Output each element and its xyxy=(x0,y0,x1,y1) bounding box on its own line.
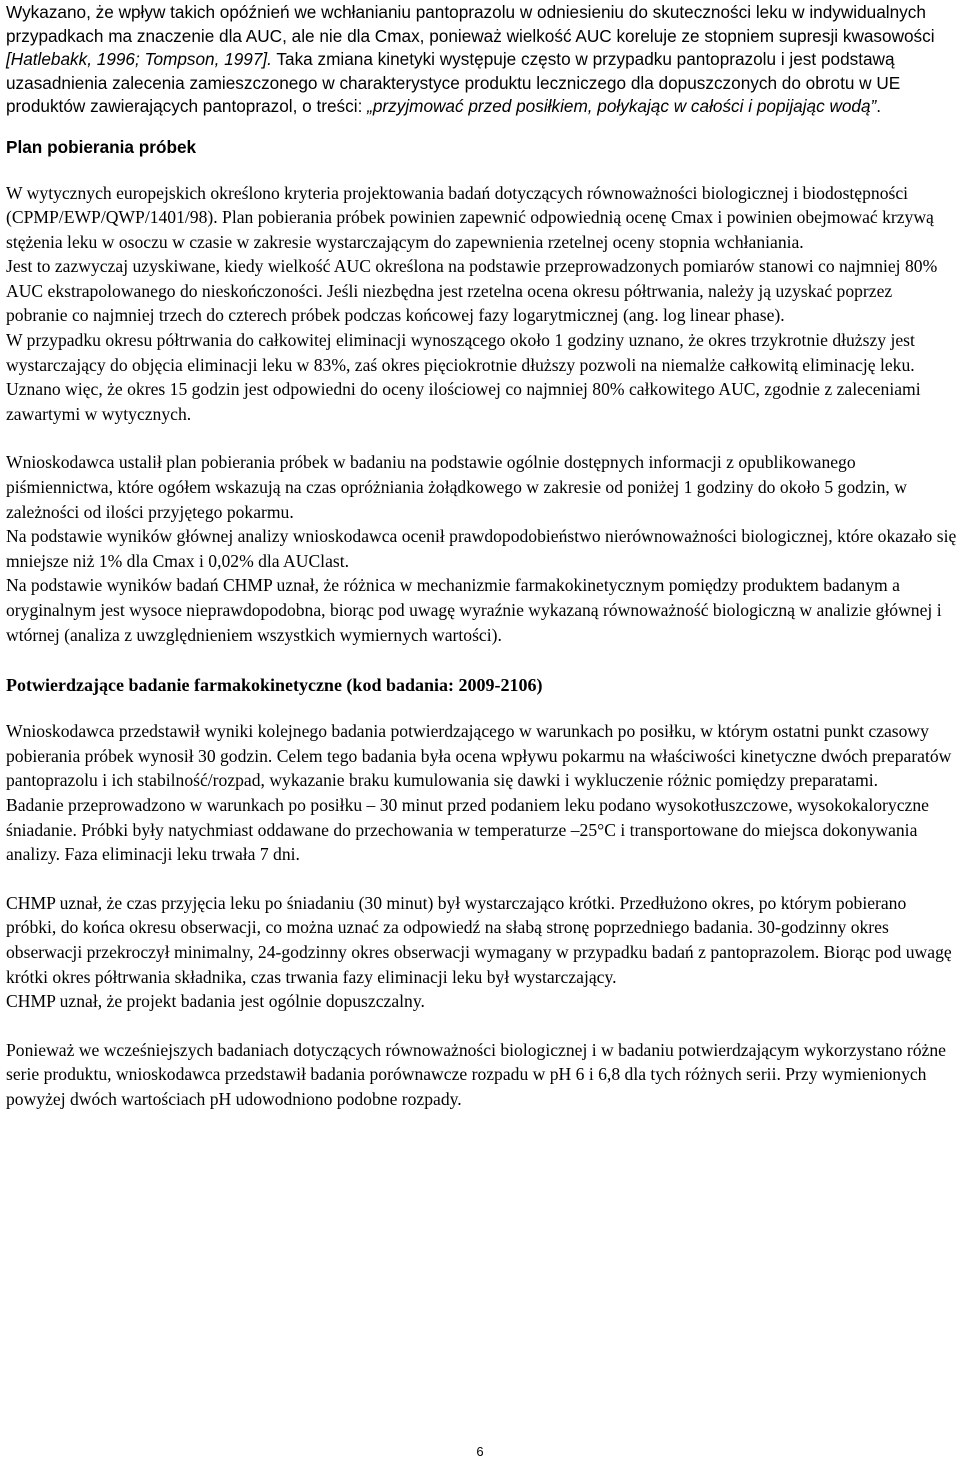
paragraph: CHMP uznał, że czas przyjęcia leku po śniadaniu (30 minut) był wystarczająco krótki. Przedłużono okres, po którym pobierano próbki, do końca okresu obserwacji, co można uznać za odpowiedź na słabą stronę poprzedniego badania. 30-godzinny okres obserwacji przekroczył minimalny, 24-godzinny okres obserwacji wymagany w przypadku badań z pantoprazolem. Biorąc pod uwagę krótki okres półtrwania składnika, czas trwania fazy eliminacji leku był wystarczający. xyxy=(6,892,952,987)
paragraph: CHMP uznał, że projekt badania jest ogólnie dopuszczalny. xyxy=(6,991,425,1012)
paragraph: W wytycznych europejskich określono kryteria projektowania badań dotyczących równoważności biologicznej i biodostępności (CPMP/EWP/QWP/1401/98). Plan pobierania próbek powinien zapewnić odpowiednią ocenę Cmax i powinien obejmować krzywą stężenia leku w osoczu w czasie w zakresie wystarczającym do zapewnienia rzetelnej oceny stopnia wchłaniania. xyxy=(6,182,934,252)
sampling-plan-block-1 xyxy=(6,181,958,427)
sampling-plan-block-2 xyxy=(6,450,958,647)
confirmatory-block-2 xyxy=(6,891,958,1014)
paragraph: Ponieważ we wcześniejszych badaniach dotyczących równoważności biologicznej i w badaniu potwierdzającym wykorzystano różne serie produktu, wnioskodawca przedstawił badania porównawcze rozpadu w pH 6 i 6,8 dla tych różnych serii. Przy wymienionych powyżej dwóch wartościach pH udowodniono podobne rozpady. xyxy=(6,1039,946,1109)
intro-citation: [Hatlebakk, 1996; Tompson, 1997]. xyxy=(6,49,272,69)
section-heading-sampling-plan: Plan pobierania próbek xyxy=(6,136,197,157)
paragraph: Jest to zazwyczaj uzyskiwane, kiedy wielkość AUC określona na podstawie przeprowadzonych pomiarów stanowi co najmniej 80% AUC ekstrapolowanego do nieskończoności. Jeśli niezbędna jest rzetelna ocena okresu półtrwania, należy ją uzyskać poprzez pobranie co najmniej trzech do czterech próbek podczas końcowej fazy logarytmicznej (ang. log linear phase). xyxy=(6,256,938,326)
intro-text-continued: Taka zmiana kinetyki występuje często w przypadku pantoprazolu i jest podstawą uzasadnienia zalecenia zamieszczonego w charakterystyce produktu leczniczego dla dopuszczonych do obrotu w UE produktów zawierających pantoprazol, o treści: xyxy=(6,49,901,116)
intro-quote: „przyjmować przed posiłkiem, połykając w całości i popijając wodą” xyxy=(367,96,877,116)
confirmatory-block-1 xyxy=(6,719,958,867)
paragraph: Badanie przeprowadzono w warunkach po posiłku – 30 minut przed podaniem leku podano wysokotłuszczowe, wysokokaloryczne śniadanie. Próbki były natychmiast oddawane do przechowania w temperaturze –25°C i transportowane do miejsca dokonywania analizy. Faza eliminacji leku trwała 7 dni. xyxy=(6,794,929,865)
paragraph: Na podstawie wyników głównej analizy wnioskodawca ocenił prawdopodobieństwo nierównoważności biologicznej, które okazało się mniejsze niż 1% dla Cmax i 0,02% dla AUClast. xyxy=(6,526,957,571)
intro-paragraph xyxy=(6,1,958,119)
paragraph: Wnioskodawca przedstawił wyniki kolejnego badania potwierdzającego w warunkach po posiłku, w którym ostatni punkt czasowy pobierania próbek wynosił 30 godzin. Celem tego badania była ocena wpływu pokarmu na właściwości kinetyczne dwóch preparatów pantoprazolu i ich stabilność/rozpad, wykazanie braku kumulowania się dawki i wykluczenie różnic pomiędzy preparatami. xyxy=(6,721,952,791)
intro-text: Wykazano, że wpływ takich opóźnień we wchłanianiu pantoprazolu w odniesieniu do skuteczności leku w indywidualnych przypadkach ma znaczenie dla AUC, ale nie dla Cmax, ponieważ wielkość AUC koreluje ze stopniem supresji kwasowości xyxy=(6,2,935,46)
section-heading-confirmatory-study: Potwierdzające badanie farmakokinetyczne (kod badania: 2009-2106) xyxy=(6,675,543,696)
intro-end: . xyxy=(876,96,882,116)
document-page xyxy=(6,0,958,1112)
confirmatory-block-3 xyxy=(6,1038,958,1112)
paragraph: Na podstawie wyników badań CHMP uznał, że różnica w mechanizmie farmakokinetycznym pomiędzy produktem badanym a oryginalnym jest wysoce nieprawdopodobna, biorąc pod uwagę wyraźnie wykazaną równoważność biologiczną w analizie głównej i wtórnej (analiza z uwzględnieniem wszystkich wymiernych wartości). xyxy=(6,575,942,645)
paragraph: Wnioskodawca ustalił plan pobierania próbek w badaniu na podstawie ogólnie dostępnych informacji z opublikowanego piśmiennictwa, które ogółem wskazują na czas opróżniania żołądkowego w zakresie od poniżej 1 godziny do około 5 godzin, w zależności od ilości przyjętego pokarmu. xyxy=(6,452,907,522)
page-number: 6 xyxy=(476,1444,484,1459)
paragraph: W przypadku okresu półtrwania do całkowitej eliminacji wynoszącego około 1 godziny uznano, że okres trzykrotnie dłuższy jest wystarczający do objęcia eliminacji leku w 83%, zaś okres pięciokrotnie dłuższy pozwoli na niemalże całkowitą eliminację leku. Uznano więc, że okres 15 godzin jest odpowiedni do oceny ilościowej co najmniej 80% całkowitego AUC, zgodnie z zaleceniami zawartymi w wytycznych. xyxy=(6,330,921,424)
